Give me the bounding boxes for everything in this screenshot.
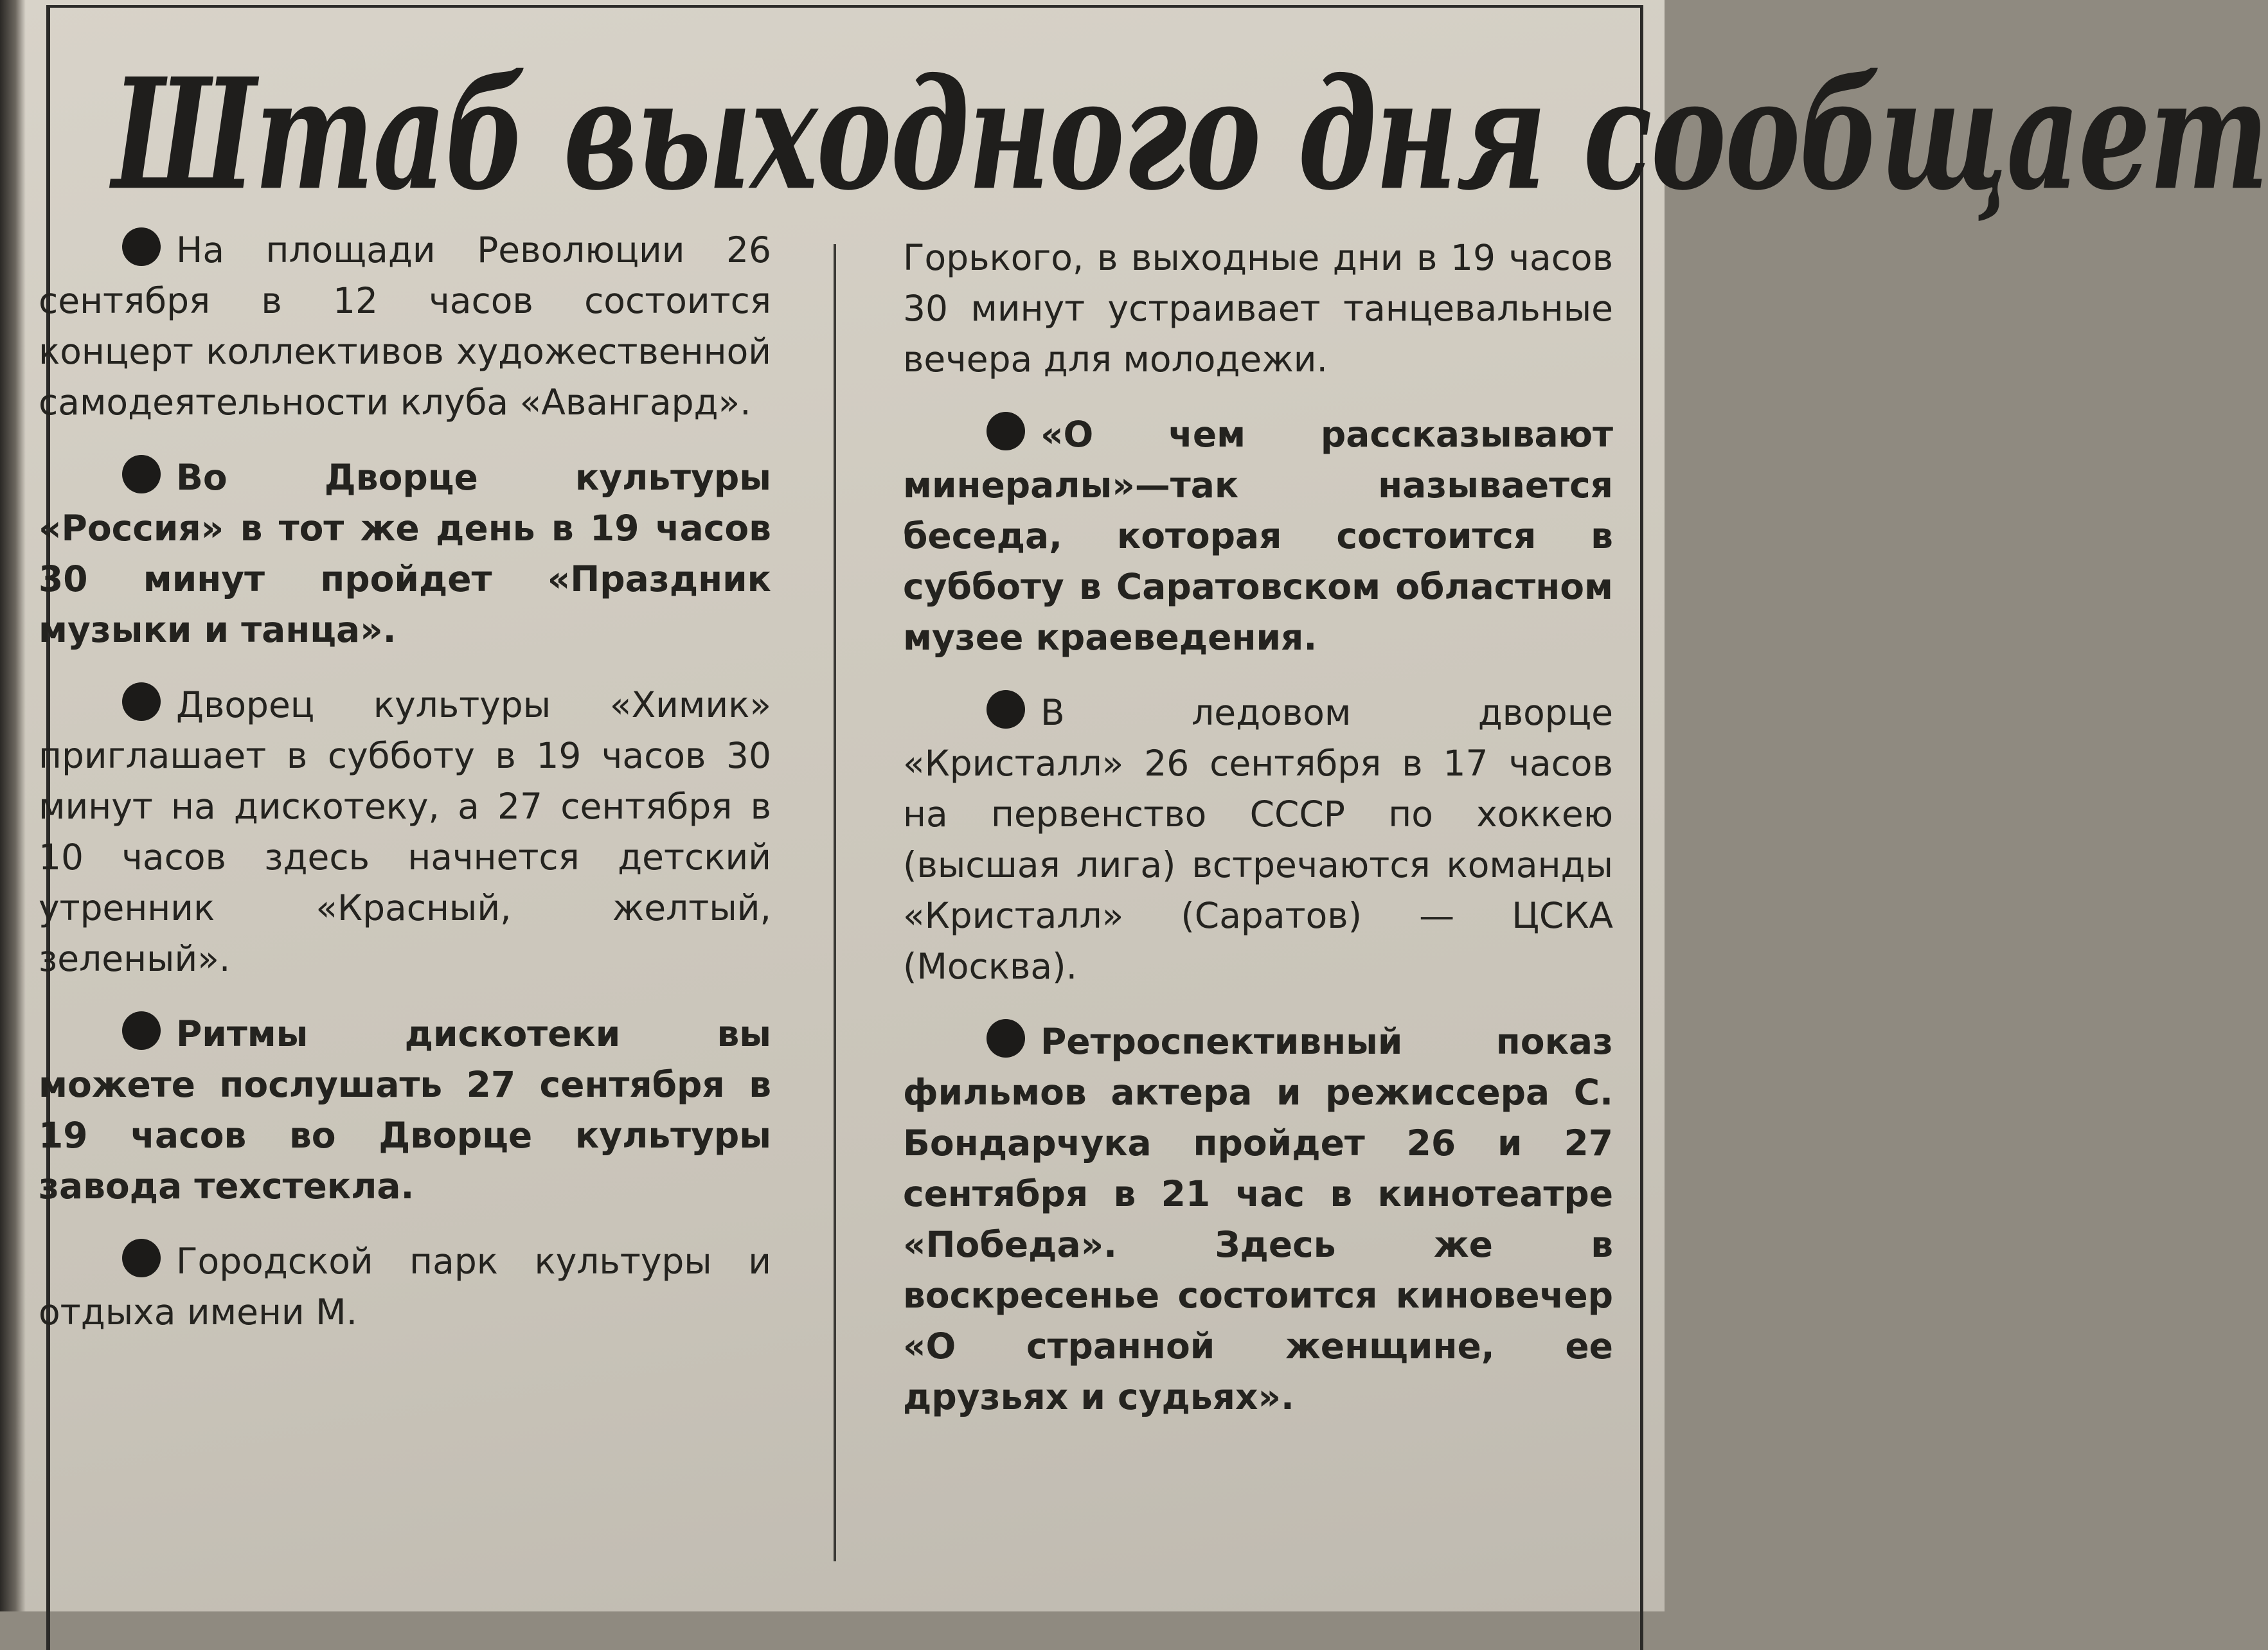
- news-item: [39, 452, 771, 655]
- news-item-text: Горького, в выходные дни в 19 часов 30 минут устраивает танцевальные вечера для молодежи.: [903, 237, 1613, 380]
- left-column: [39, 225, 771, 1362]
- bullet-icon: [987, 1019, 1025, 1058]
- news-item: [903, 409, 1613, 663]
- news-item-text: Ритмы дискотеки вы можете послушать 27 сентября в 19 часов во Дворце культуры завода техстекла.: [39, 1013, 771, 1207]
- bullet-icon: [122, 1239, 161, 1277]
- news-item-text: Дворец культуры «Химик» приглашает в субботу в 19 часов 30 минут на дискотеку, а 27 сентября в 10 часов здесь начнется детский утренник «Красный, желтый, зеленый».: [39, 684, 771, 979]
- page-edge-shadow: [0, 0, 26, 1611]
- news-item-text: «О чем рассказывают минералы»—так называется беседа, которая состоится в субботу в Саратовском областном музее краеведения.: [903, 414, 1613, 658]
- news-item: [903, 1016, 1613, 1423]
- column-divider: [834, 244, 836, 1561]
- news-item: [39, 225, 771, 428]
- news-item: [39, 1236, 771, 1338]
- right-column: [903, 233, 1613, 1447]
- bullet-icon: [987, 412, 1025, 450]
- news-item-text: На площади Революции 26 сентября в 12 часов состоится концерт коллективов художественной самодеятельности клуба «Авангард».: [39, 229, 771, 423]
- news-item-text: Во Дворце культуры «Россия» в тот же день в 19 часов 30 минут пройдет «Праздник музыки и танца».: [39, 457, 771, 650]
- bullet-icon: [122, 227, 161, 266]
- bullet-icon: [122, 1011, 161, 1050]
- news-item-continuation: [903, 233, 1613, 385]
- news-item-text: В ледовом дворце «Кристалл» 26 сентября в 17 часов на первенство СССР по хоккею (высшая лига) встречаются команды «Кристалл» (Саратов) — ЦСКА (Москва).: [903, 692, 1613, 987]
- bullet-icon: [122, 682, 161, 721]
- bullet-icon: [987, 690, 1025, 729]
- bullet-icon: [122, 455, 161, 493]
- news-item: [39, 680, 771, 984]
- news-item: [39, 1009, 771, 1212]
- headline: Штаб выходного дня сообщает: [112, 44, 2268, 225]
- news-item-text: Городской парк культуры и отдыха имени М.: [39, 1241, 771, 1333]
- news-item: [903, 688, 1613, 992]
- news-item-text: Ретроспективный показ фильмов актера и режиссера С. Бондарчука пройдет 26 и 27 сентября в 21 час в кинотеатре «Победа». Здесь же в воскресенье состоится киновечер «О странной женщине, ее друзьях и судьях».: [903, 1021, 1613, 1417]
